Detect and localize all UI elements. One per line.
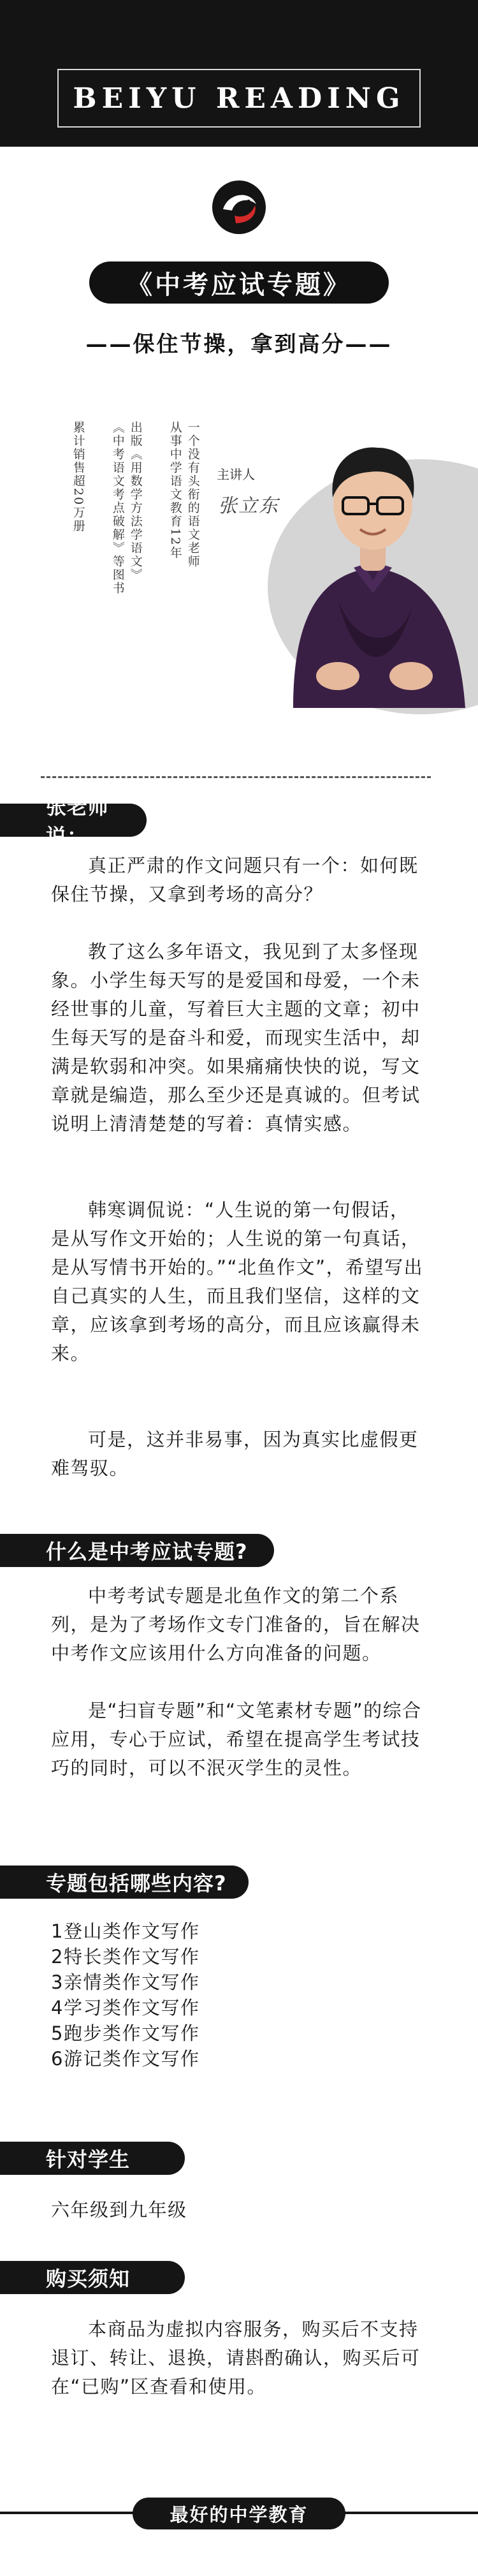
intro-line-2: 从事中学语文教育12年	[168, 421, 182, 560]
footer-rule-left	[0, 2512, 134, 2514]
teacher-paragraph-2: 教了这么多年语文，我见到了太多怪现象。小学生每天写的是爱国和母爱，一个未经世事的儿童，写着巨大主题的文章；初中生每天写的是奋斗和爱，而现实生活中，却满是软弱和冲突。如果痛痛快快的说，写文章就是编造，那么至少还是真诚的。但考试说明上清清楚楚的写着：真情实感。	[51, 941, 421, 1135]
footer-slogan: 最好的中学教育	[133, 2498, 345, 2529]
section-heading-teacher: 张老师说：	[0, 804, 147, 837]
target-text: 六年级到九年级	[51, 2199, 187, 2221]
list-item: 6游记类作文写作	[51, 2048, 200, 2070]
course-subtitle: ——保住节操，拿到高分——	[85, 332, 393, 357]
header-band	[0, 0, 478, 147]
section-heading-target: 针对学生	[0, 2142, 185, 2175]
brand-title: BEIYU READING	[73, 82, 405, 115]
section-divider	[41, 776, 431, 778]
list-item: 5跑步类作文写作	[51, 2022, 200, 2044]
speaker-label: 主讲人	[217, 467, 255, 482]
footer-rule-right	[344, 2512, 478, 2514]
intro-line-5: 累计销售超20万册	[71, 421, 85, 533]
teacher-paragraph-1: 真正严肃的作文问题只有一个：如何既保住节操，又拿到考场的高分？	[51, 855, 419, 905]
teacher-paragraph-4: 可是，这并非易事，因为真实比虚假更难驾驭。	[51, 1429, 419, 1479]
list-item: 1登山类作文写作	[51, 1920, 200, 1942]
list-item: 2特长类作文写作	[51, 1946, 200, 1968]
section-heading-what: 什么是中考应试专题?	[0, 1534, 274, 1567]
section-heading-notice: 购买须知	[0, 2261, 185, 2294]
teacher-portrait	[268, 408, 478, 708]
intro-line-3: 出版《用数学方法学语文》	[128, 421, 143, 582]
fish-logo-icon	[210, 179, 268, 236]
list-item: 3亲情类作文写作	[51, 1971, 200, 1993]
what-paragraph-2: 是“扫盲专题”和“文笔素材专题”的综合应用，专心于应试，希望在提高学生考试技巧的同时，可以不泯灭学生的灵性。	[51, 1700, 422, 1779]
intro-line-4: 《中考语文考点破解》等图书	[110, 421, 125, 595]
what-paragraph-1: 中考考试专题是北鱼作文的第二个系列，是为了考场作文专门准备的，旨在解决中考作文应该用什么方向准备的问题。	[51, 1585, 421, 1664]
course-title: 《中考应试专题》	[89, 261, 389, 304]
intro-line-1: 一个没有头衔的语文老师	[185, 421, 200, 568]
brand-frame	[57, 69, 421, 128]
section-heading-contents: 专题包括哪些内容?	[0, 1866, 249, 1899]
list-item: 4学习类作文写作	[51, 1997, 200, 2019]
teacher-paragraph-3: 韩寒调侃说：“人生说的第一句假话，是从写作文开始的；人生说的第一句真话，是从写情书开始的。”“北鱼作文”，希望写出自己真实的人生，而且我们坚信，这样的文章，应该拿到考场的高分，而且应该赢得未来。	[51, 1199, 424, 1364]
contents-list	[51, 1918, 427, 2072]
speaker-signature: 张立东	[218, 495, 279, 517]
notice-paragraph: 本商品为虚拟内容服务，购买后不支持退订、转让、退换，请斟酌确认，购买后可在“已购”区查看和使用。	[51, 2318, 421, 2397]
